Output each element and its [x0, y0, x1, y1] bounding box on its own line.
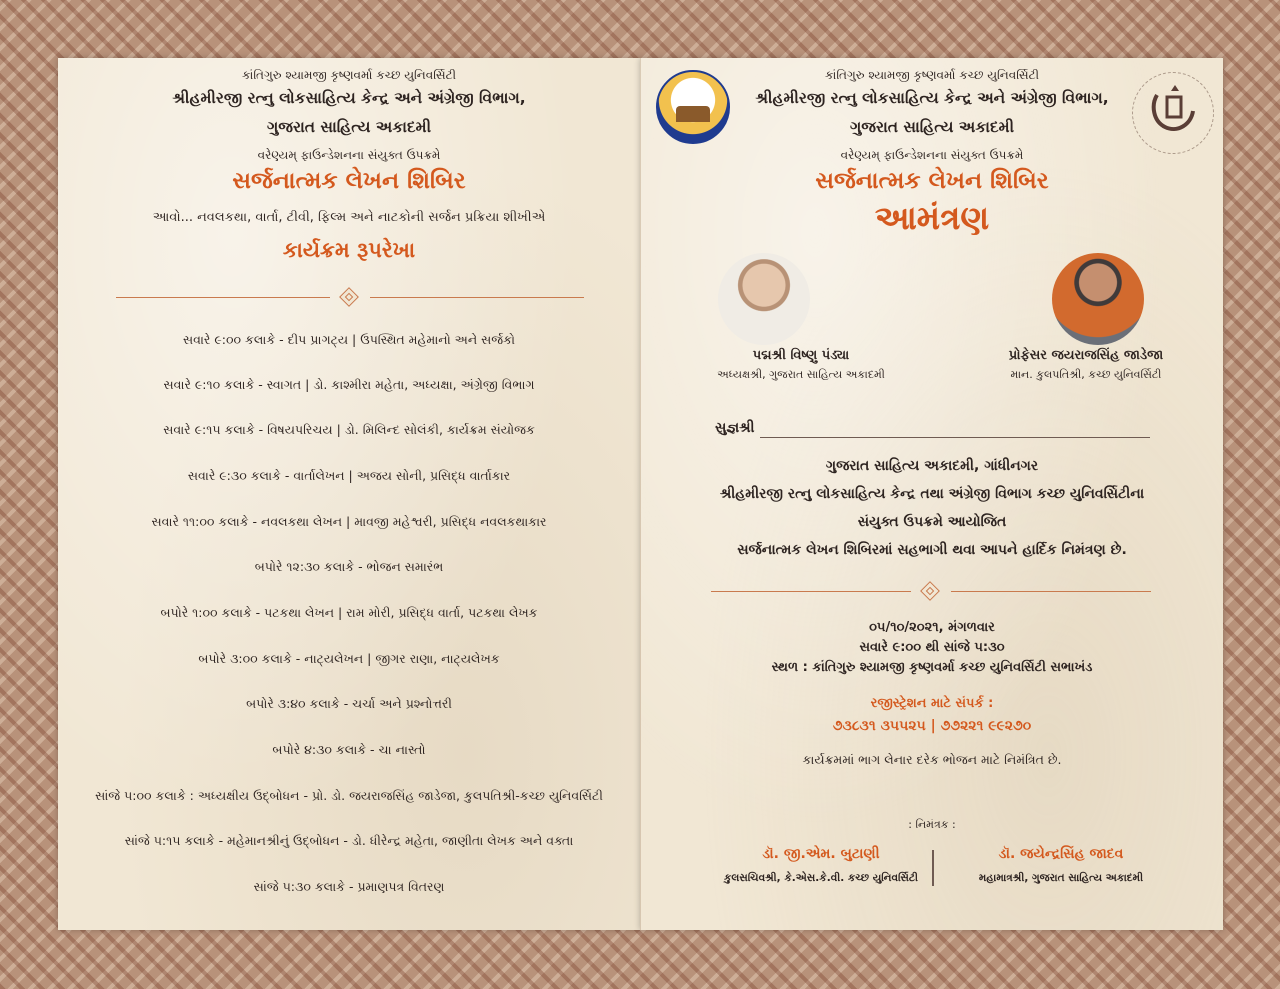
academy-name: ગુજરાત સાહિત્ય અકાદમી: [266, 118, 432, 136]
schedule-item: સવારે ૯:૦૦ કલાકે - દીપ પ્રાગટ્ય | ઉપસ્થિત મહેમાનો અને સર્જકો: [182, 332, 516, 347]
guest-role: માન. કુલપતિશ્રી, કચ્છ યુનિવર્સિટી: [1010, 368, 1162, 381]
ornament-divider: [711, 582, 1151, 602]
guest-name: પદ્મશ્રી વિષ્ણુ પંડ્યા: [752, 348, 850, 363]
schedule-item: સવારે ૯:૧૫ કલાકે - વિષયપરિચય | ડો. મિલિન્દ સોલંકી, કાર્યક્રમ સંયોજક: [163, 422, 535, 437]
foundation-line: વરેણ્યમ્ ફાઉન્ડેશનના સંયુક્ત ઉપક્રમે: [257, 148, 441, 162]
inviter-name: ડૉ. જી.એમ. બુટાણી: [762, 846, 880, 862]
invitation-line: સર્જનાત્મક લેખન શિબિરમાં સહભાગી થવા આપને હાર્દિક નિમંત્રણ છે.: [737, 542, 1127, 558]
signature-separator: [932, 850, 934, 886]
academy-name: ગુજરાત સાહિત્ય અકાદમી: [849, 118, 1015, 136]
schedule-item: બપોરે ૧:૦૦ કલાકે - પટકથા લેખન | રામ મોરી, પ્રસિદ્ધ વાર્તા, પટકથા લેખક: [160, 605, 538, 620]
event-venue: સ્થળ : કાંતિગુરુ શ્યામજી કૃષ્ણવર્મા કચ્છ યુનિવર્સિટી સભાખંડ: [771, 660, 1093, 675]
university-name: કાંતિગુરુ શ્યામજી કૃષ્ણવર્મા કચ્છ યુનિવર્સિટી: [241, 68, 457, 82]
inviter-role: કુલસચિવશ્રી, કે.એસ.કે.વી. કચ્છ યુનિવર્સિટી: [723, 872, 919, 884]
schedule-item: સાંજે ૫:૩૦ કલાકે - પ્રમાણપત્ર વિતરણ: [253, 879, 445, 894]
inviter-label: : નિમંત્રક :: [908, 818, 956, 831]
schedule-heading: કાર્યક્રમ રૂપરેખા: [282, 238, 416, 262]
guest-name: પ્રોફેસર જયરાજસિંહ જાડેજા: [1008, 348, 1164, 363]
university-emblem-icon: [656, 70, 730, 144]
schedule-item: બપોરે ૪:૩૦ કલાકે - ચા નાસ્તો: [272, 742, 426, 757]
registration-phones: ૭૩૮૩૧ ૩૫૫૨૫ | ૭૭૨૨૧ ૯૯૨૭૦: [832, 718, 1032, 734]
meal-note: કાર્યક્રમમાં ભાગ લેનાર દરેક ભોજન માટે નિમંત્રિત છે.: [802, 752, 1062, 767]
schedule-item: સવારે ૧૧:૦૦ કલાકે - નવલકથા લેખન | માવજી મહેશ્વરી, પ્રસિદ્ધ નવલકથાકાર: [151, 514, 547, 529]
guest-photo-jayrajsinh-jadeja: [1052, 253, 1144, 345]
foundation-line: વરેણ્યમ્ ફાઉન્ડેશનના સંયુક્ત ઉપક્રમે: [840, 148, 1024, 162]
event-date: ૦૫/૧૦/૨૦૨૧, મંગળવાર: [869, 620, 995, 635]
schedule-item: બપોરે ૩:૦૦ કલાકે - નાટ્યલેખન | જીગર રાણા, નાટ્યલેખક: [198, 651, 500, 666]
registration-label: રજીસ્ટ્રેશન માટે સંપર્ક :: [870, 696, 994, 711]
schedule-item: સાંજે ૫:૦૦ કલાકે : અધ્યક્ષીય ઉદ્બોધન - પ્રો. ડો. જયરાજસિંહ જાડેજા, કુલપતિશ્રી-કચ્છ યુનિવર્સિટી: [95, 788, 603, 803]
inviter-name: ડૉ. જયેન્દ્રસિંહ જાદવ: [998, 846, 1124, 862]
name-fill-line: [760, 437, 1150, 438]
event-tagline: આવો... નવલકથા, વાર્તા, ટીવી, ફિલ્મ અને નાટકોની સર્જન પ્રક્રિયા શીખીએ: [152, 210, 546, 225]
department-name: શ્રીહમીરજી રત્નુ લોકસાહિત્ય કેન્દ્ર અને અંગ્રેજી વિભાગ,: [755, 89, 1109, 107]
guest-photo-vishnu-pandya: [718, 253, 810, 345]
invitation-heading: આમંત્રણ: [874, 198, 990, 237]
event-title: સર્જનાત્મક લેખન શિબિર: [815, 168, 1049, 194]
event-time: સવારે ૯:૦૦ થી સાંજે ૫:૩૦: [859, 640, 1005, 655]
salutation: સુજ્ઞશ્રી: [715, 420, 755, 436]
right-panel-invitation: [640, 58, 1223, 930]
academy-logo-icon: [1132, 72, 1214, 154]
invitation-line: શ્રીહમીરજી રત્નુ લોકસાહિત્ય કેન્દ્ર તથા અંગ્રેજી વિભાગ કચ્છ યુનિવર્સિટીના: [719, 486, 1145, 502]
department-name: શ્રીહમીરજી રત્નુ લોકસાહિત્ય કેન્દ્ર અને અંગ્રેજી વિભાગ,: [172, 89, 526, 107]
schedule-item: સવારે ૯:૧૦ કલાકે - સ્વાગત | ડો. કાશ્મીરા મહેતા, અધ્યક્ષા, અંગ્રેજી વિભાગ: [163, 377, 535, 392]
schedule-item: બપોરે ૩:૪૦ કલાકે - ચર્ચા અને પ્રશ્નોત્તરી: [246, 696, 452, 711]
schedule-item: સાંજે ૫:૧૫ કલાકે - મહેમાનશ્રીનું ઉદ્બોધન - ડો. ધીરેન્દ્ર મહેતા, જાણીતા લેખક અને વક્તા: [124, 833, 574, 848]
invitation-line: સંયુક્ત ઉપક્રમે આયોજિત: [857, 514, 1007, 530]
invitation-line: ગુજરાત સાહિત્ય અકાદમી, ગાંધીનગર: [825, 458, 1039, 474]
guest-role: અધ્યક્ષશ્રી, ગુજરાત સાહિત્ય અકાદમી: [717, 368, 885, 381]
inviter-role: મહામાત્રશ્રી, ગુજરાત સાહિત્ય અકાદમી: [978, 872, 1144, 884]
schedule-item: સવારે ૯:૩૦ કલાકે - વાર્તાલેખન | અજય સોની, પ્રસિદ્ધ વાર્તાકાર: [187, 468, 511, 483]
schedule-item: બપોરે ૧૨:૩૦ કલાકે - ભોજન સમારંભ: [254, 559, 444, 574]
ornament-divider: [116, 288, 584, 308]
university-name: કાંતિગુરુ શ્યામજી કૃષ્ણવર્મા કચ્છ યુનિવર્સિટી: [824, 68, 1040, 82]
event-title: સર્જનાત્મક લેખન શિબિર: [232, 168, 466, 194]
left-panel-schedule: [58, 58, 640, 930]
